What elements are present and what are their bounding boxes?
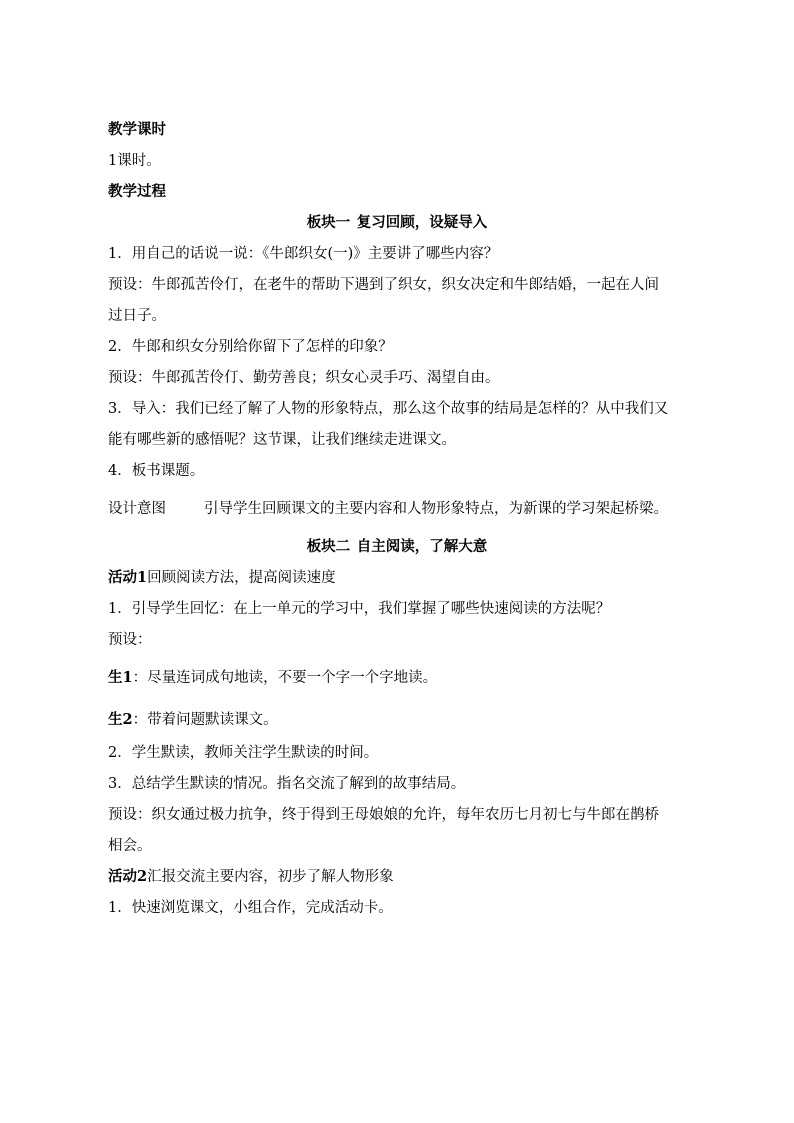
block1-preset-2: 预设：牛郎孤苦伶仃、勤劳善良；织女心灵手巧、渴望自由。 (108, 370, 500, 386)
activity1-preset: 预设： (108, 632, 152, 648)
block1-preset-1-line-1: 预设：牛郎孤苦伶仃，在老牛的帮助下遇到了织女，织女决定和牛郎结婚，一起在人间 (108, 277, 659, 293)
activity1-question-2: 2．学生默读，教师关注学生默读的时间。 (108, 745, 379, 761)
block2-title (0, 537, 794, 557)
activity2-label: 活动2 (108, 868, 148, 885)
heading-class-time: 教学课时 (108, 121, 166, 138)
block1-question-4: 4．板书课题。 (108, 463, 205, 479)
student-1-label: 生1 (108, 669, 133, 686)
block2-title-text: 自主阅读，了解大意 (356, 538, 488, 555)
block1-title-prefix: 板块一 (306, 214, 351, 231)
activity2-text: 汇报交流主要内容，初步了解人物形象 (147, 869, 394, 885)
block1-question-2: 2．牛郎和织女分别给你留下了怎样的印象？ (108, 339, 393, 355)
block1-title (0, 213, 794, 233)
design-intent-label: 设计意图 (108, 501, 166, 517)
student-1-text: ：尽量连词成句地读，不要一个字一个字地读。 (132, 670, 438, 686)
block1-title-text: 复习回顾，设疑导入 (356, 214, 488, 231)
student-2-label: 生2 (108, 711, 133, 728)
activity1-preset-3-line-2: 相会。 (108, 838, 152, 854)
block1-question-1: 1．用自己的话说一说：《牛郎织女(一)》主要讲了哪些内容？ (108, 246, 499, 262)
block1-preset-1-line-2: 过日子。 (108, 308, 166, 324)
activity1-label: 活动1 (108, 569, 148, 586)
block2-title-prefix: 板块二 (306, 538, 351, 555)
heading-teaching-process: 教学过程 (108, 183, 166, 200)
activity1-question-3: 3．总结学生默读的情况。指名交流了解到的故事结局。 (108, 776, 466, 792)
class-time-value: 1课时。 (108, 153, 161, 169)
activity1-heading (108, 568, 336, 588)
design-intent (108, 499, 668, 519)
design-intent-text: 引导学生回顾课文的主要内容和人物形象特点，为新课的学习架起桥梁。 (204, 501, 668, 517)
student-2-text: ：带着问题默读课文。 (132, 712, 278, 728)
activity1-question-1: 1．引导学生回忆：在上一单元的学习中，我们掌握了哪些快速阅读的方法呢？ (108, 601, 611, 617)
activity2-heading (108, 867, 394, 887)
activity1-preset-3-line-1: 预设：织女通过极力抗争，终于得到王母娘娘的允许，每年农历七月初七与牛郎在鹊桥 (108, 807, 659, 823)
student-answer-1 (108, 668, 437, 688)
block1-question-3-line-2: 能有哪些新的感悟呢？这节课，让我们继续走进课文。 (108, 432, 456, 448)
block1-question-3-line-1: 3．导入：我们已经了解了人物的形象特点，那么这个故事的结局是怎样的？从中我们又 (108, 401, 669, 417)
activity2-question-1: 1．快速浏览课文，小组合作，完成活动卡。 (108, 900, 393, 916)
student-answer-2 (108, 710, 278, 730)
activity1-text: 回顾阅读方法，提高阅读速度 (147, 570, 336, 586)
